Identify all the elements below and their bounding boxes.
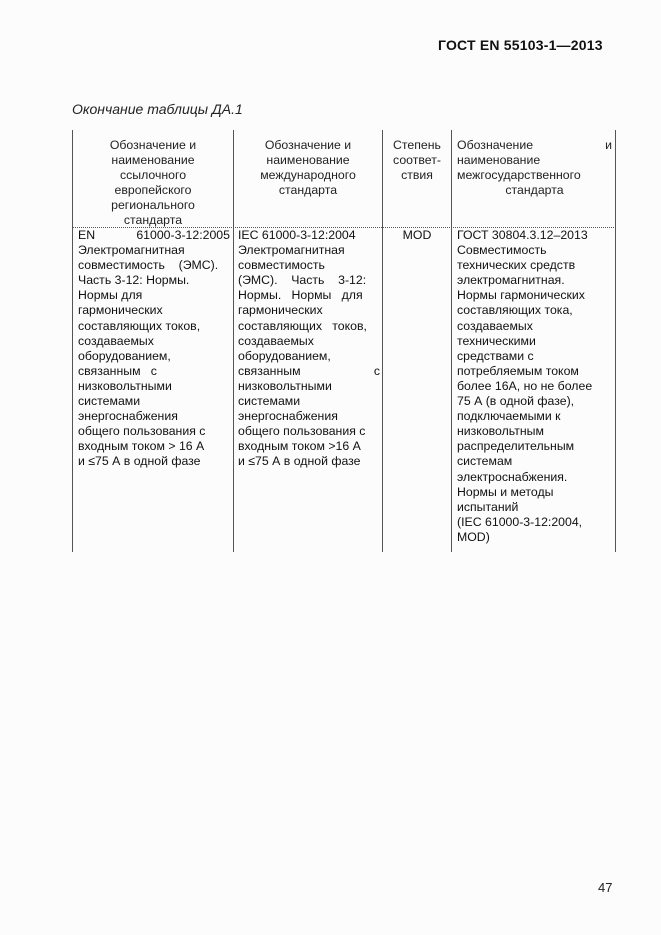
header-european-standard: Обозначение и наименование ссылочного европейского регионального стандарта: [109, 138, 197, 228]
table-border-right: [615, 130, 616, 552]
standards-table: [72, 130, 616, 552]
document-code-header: ГОСТ EN 55103-1—2013: [438, 37, 603, 53]
header-interstate-standard: Обозначение и наименование межгосударственного стандарта: [457, 138, 612, 198]
column-divider: [233, 130, 234, 552]
header-international-standard: Обозначение и наименование международного стандарта: [260, 138, 356, 198]
cell-international-standard: IEC 61000-3-12:2004 Электромагнитная совместимость (ЭМС). Часть 3-12: Нормы. Нормы для гармонических составляющих токов, создаваемых оборудованием, связанным с низковольтными системами энергоснабжения общего пользования с входным током >16 А и ≤75 А в одной фазе: [238, 228, 380, 469]
column-divider: [451, 130, 452, 552]
page-number: 47: [598, 880, 613, 895]
cell-european-standard: EN 61000-3-12:2005 Электромагнитная совместимость (ЭМС). Часть 3-12: Нормы. Нормы для гармонических составляющих токов, создаваемых оборудованием, связанным с низковольтными системами энергоснабжения общего пользования с входным током > 16 А и ≤75 А в одной фазе: [78, 228, 230, 469]
cell-interstate-standard: ГОСТ 30804.3.12–2013 Совместимость технических средств электромагнитная. Нормы гармонических составляющих тока, создаваемых техническими средствами с потребляемым током более 16А, но не более 75 А (в одной фазе), подключаемыми к низковольтным распределительным системам электроснабжения. Нормы и методы испытаний (IEC 61000-3-12:2004, MOD): [457, 228, 593, 544]
cell-degree-of-conformity: MOD: [402, 228, 432, 242]
column-divider: [382, 130, 383, 552]
table-border-left: [72, 130, 73, 552]
header-degree-of-conformity: Степень соответ- ствия: [393, 138, 441, 183]
table-caption: Окончание таблицы ДА.1: [72, 101, 243, 117]
